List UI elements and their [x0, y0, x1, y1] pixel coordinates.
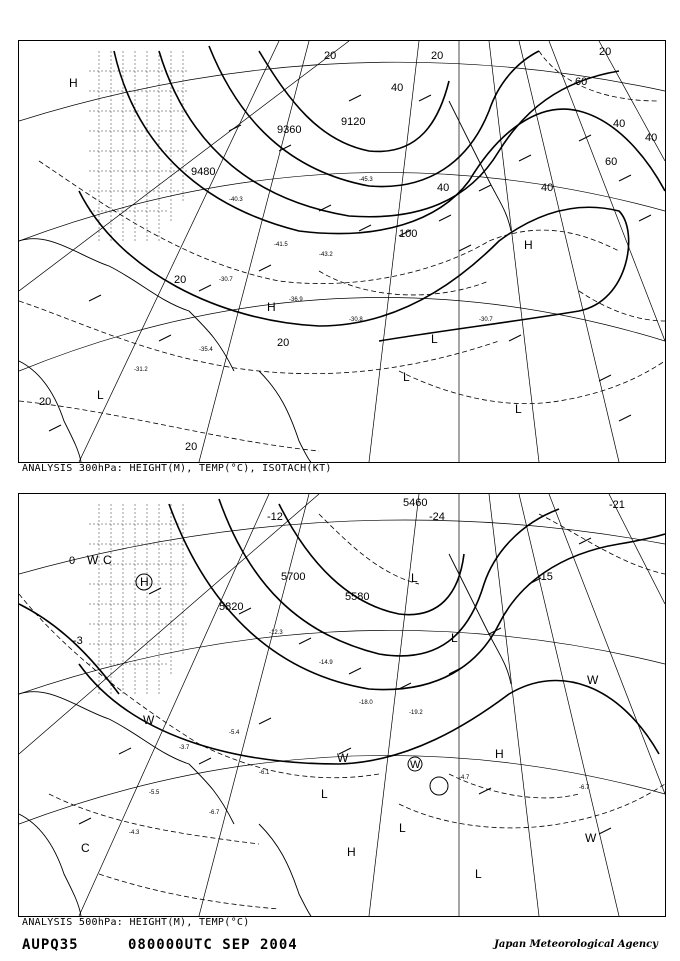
temp-label: -12	[267, 511, 283, 523]
low-pressure-marker: L	[321, 787, 328, 801]
chart-300hpa-panel	[18, 40, 666, 463]
svg-text:-4.7: -4.7	[459, 775, 470, 781]
svg-text:-5.4: -5.4	[229, 730, 240, 736]
svg-text:-3.7: -3.7	[179, 745, 190, 751]
isotach-label: 20	[174, 274, 187, 286]
low-pressure-marker: L	[515, 402, 522, 416]
height-contours-300	[79, 46, 665, 341]
agency-name: Japan Meteorological Agency	[494, 939, 658, 950]
hatch-500	[89, 504, 189, 694]
svg-text:-30.8: -30.8	[349, 317, 363, 323]
caption-300hpa: ANALYSIS 300hPa: HEIGHT(M), TEMP(°C), ISOTACH(KT)	[22, 463, 332, 474]
height-label-9480: 9480	[191, 166, 216, 178]
low-pressure-marker: L	[403, 370, 410, 384]
svg-text:-4.3: -4.3	[129, 830, 140, 836]
temp-label: -24	[429, 511, 445, 523]
svg-text:-31.2: -31.2	[134, 367, 148, 373]
isotach-label: 20	[324, 50, 337, 62]
temp-isotherms-500	[19, 514, 665, 909]
temp-label: -21	[609, 499, 625, 511]
warm-marker: W	[337, 751, 349, 765]
height-label-5580: 5580	[345, 591, 370, 603]
svg-text:-36.9: -36.9	[289, 297, 303, 303]
isotach-label: 40	[613, 118, 626, 130]
svg-text:-30.7: -30.7	[479, 317, 493, 323]
isotach-label: 20	[185, 441, 198, 453]
isotach-label: 20	[599, 46, 612, 58]
isotach-label: 40	[437, 182, 450, 194]
analysis-datetime: 080000UTC SEP 2004	[128, 937, 298, 953]
low-pressure-marker: L	[451, 631, 458, 645]
chart-500hpa-map	[19, 494, 665, 916]
temp-values-500	[129, 630, 590, 836]
cold-marker: C	[103, 553, 112, 567]
cold-marker: C	[81, 841, 90, 855]
chart-code: AUPQ35	[22, 937, 79, 953]
height-label-5700: 5700	[281, 571, 306, 583]
graticule-300	[19, 41, 665, 462]
low-pressure-marker: L	[475, 867, 482, 881]
temp-values-300	[134, 177, 493, 373]
isotach-label: 20	[39, 396, 52, 408]
low-pressure-marker: L	[431, 332, 438, 346]
high-pressure-marker: H	[524, 238, 533, 252]
isotach-label: 40	[541, 182, 554, 194]
svg-text:-35.4: -35.4	[199, 347, 213, 353]
isotachs-300	[19, 51, 665, 451]
caption-500hpa: ANALYSIS 500hPa: HEIGHT(M), TEMP(°C)	[22, 917, 250, 928]
svg-text:-45.3: -45.3	[359, 177, 373, 183]
coastline-500	[19, 554, 511, 916]
isotach-label: 20	[431, 50, 444, 62]
high-pressure-marker: H	[140, 575, 149, 589]
svg-text:-41.5: -41.5	[274, 242, 288, 248]
svg-text:-18.0: -18.0	[359, 700, 373, 706]
height-label-9360: 9360	[277, 124, 302, 136]
temp-label: 0	[69, 555, 76, 567]
isotach-label: 60	[575, 76, 588, 88]
warm-marker: W	[410, 759, 421, 771]
height-label-5820: 5820	[219, 601, 244, 613]
isotach-label: 40	[645, 132, 658, 144]
temp-label: -3	[73, 635, 83, 647]
warm-marker: W	[87, 553, 99, 567]
low-pressure-marker: L	[97, 388, 104, 402]
chart-500hpa-panel	[18, 493, 666, 917]
low-pressure-marker: L	[411, 571, 418, 585]
svg-text:-43.2: -43.2	[319, 252, 333, 258]
high-pressure-marker: H	[267, 300, 276, 314]
svg-text:-30.7: -30.7	[219, 277, 233, 283]
high-pressure-marker: H	[495, 747, 504, 761]
temp-label: -15	[537, 571, 553, 583]
low-pressure-marker: L	[399, 821, 406, 835]
high-pressure-marker: H	[69, 76, 78, 90]
height-label-100: 100	[399, 228, 418, 240]
height-label-5460: 5460	[403, 497, 428, 509]
svg-text:-12.3: -12.3	[269, 630, 283, 636]
high-pressure-marker: H	[347, 845, 356, 859]
warm-marker: W	[585, 831, 597, 845]
graticule-500	[19, 494, 665, 916]
height-label-9120: 9120	[341, 116, 366, 128]
svg-text:-14.9: -14.9	[319, 660, 333, 666]
svg-text:-6.1: -6.1	[259, 770, 270, 776]
coastline-300	[19, 101, 511, 462]
isotach-label: 60	[605, 156, 618, 168]
svg-text:-5.5: -5.5	[149, 790, 160, 796]
warm-marker: W	[143, 713, 155, 727]
svg-text:-40.3: -40.3	[229, 197, 243, 203]
svg-text:-19.2: -19.2	[409, 710, 423, 716]
low-center-ring	[430, 777, 448, 795]
warm-marker: W	[587, 673, 599, 687]
isotach-label: 40	[391, 82, 404, 94]
isotach-label: 20	[277, 337, 290, 349]
svg-text:-6.7: -6.7	[209, 810, 220, 816]
chart-300hpa-map	[19, 41, 665, 462]
svg-text:-6.7: -6.7	[579, 785, 590, 791]
